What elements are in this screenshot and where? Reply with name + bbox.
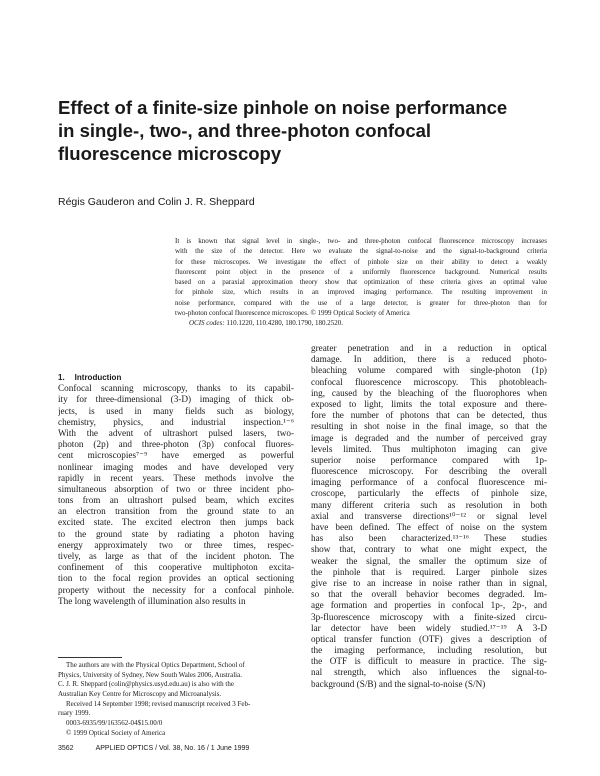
right-column-text bbox=[311, 343, 547, 690]
paper-title bbox=[58, 96, 538, 165]
footnotes bbox=[58, 661, 298, 739]
body-text-line: Confocal scanning microscopy, thanks to its capabil- bbox=[58, 383, 294, 394]
body-text-line: bleaching volume compared with single-photon (1p) bbox=[311, 365, 547, 376]
body-text-line: 3p-fluorescence microscopy with a finite-sized circu- bbox=[311, 611, 547, 622]
abstract-line: with the size of the detector. Here we evaluate the signal-to-noise and the signal-to-background criteria bbox=[175, 247, 547, 256]
title-line: Effect of a finite-size pinhole on noise performance bbox=[58, 97, 508, 118]
body-text-line: chemistry, physics, and industrial inspection.¹⁻⁶ bbox=[58, 416, 294, 427]
body-text-line: background (S/B) and the signal-to-noise (S/N) bbox=[311, 678, 486, 689]
journal-citation: APPLIED OPTICS / Vol. 38, No. 16 / 1 June 1999 bbox=[95, 745, 250, 752]
body-text-line: an electron transition from the ground state to an bbox=[58, 506, 294, 517]
body-text-line: nonlinear imaging modes and have developed very bbox=[58, 461, 294, 472]
footnote-line: © 1999 Optical Society of America bbox=[66, 728, 166, 737]
footnote-line: Australian Key Centre for Microscopy and Microanalysis. bbox=[58, 690, 222, 699]
body-text-line: the imaging performance, including resolution, but bbox=[311, 645, 547, 656]
abstract-line: based on a paraxial approximation theory show that optimization of these criteria gives an optimal value bbox=[175, 278, 547, 287]
abstract-line: for pinhole size, which results in an improved imaging performance. The resulting improvement in bbox=[175, 288, 547, 297]
body-text-line: cent microscopies⁷⁻⁹ have emerged as powerful bbox=[58, 450, 294, 461]
ocis-codes bbox=[175, 318, 547, 328]
body-text-line: imaging performance of a confocal fluorescence mi- bbox=[311, 477, 547, 488]
body-text-line: confocal fluorescence microscopy. This photobleach- bbox=[311, 376, 547, 387]
footnote-line: C. J. R. Sheppard (colin@physics.usyd.edu.au) is also with the bbox=[58, 680, 234, 689]
body-text-line: tons from an ultrashort pulsed beam, which excites bbox=[58, 495, 294, 506]
body-text-line: superior noise performance compared with 1p- bbox=[311, 454, 547, 465]
body-text-line: many different criteria such as resolution in both bbox=[311, 499, 547, 510]
page-footer bbox=[58, 745, 249, 752]
body-text-line: jects, is used in many fields such as biology, bbox=[58, 405, 294, 416]
footnote-line: 0003-6935/99/163562-04$15.00/0 bbox=[66, 719, 163, 728]
body-text-line: ity for three-dimensional (3-D) imaging of thick ob- bbox=[58, 394, 294, 405]
abstract-line: noise performance, compared with the use of a large detector, is greater for three-photon than for bbox=[175, 298, 547, 307]
body-text-line: tively, as large as that of the incident photon. The bbox=[58, 551, 294, 561]
body-text-line: resulting in shot noise in the final image, so that the bbox=[311, 421, 547, 432]
right-column bbox=[311, 343, 547, 690]
body-text-line: so that the overall behavior becomes degraded. Im- bbox=[311, 589, 547, 600]
body-text-line: excited state. The excited electron then jumps back bbox=[58, 517, 294, 528]
body-text-line: have been defined. The effect of noise on the system bbox=[311, 522, 547, 532]
body-text-line: show that, contrary to what one might expect, the bbox=[311, 544, 547, 555]
abstract bbox=[175, 236, 547, 329]
body-text-line: axial and transverse directions¹⁰⁻¹² or signal level bbox=[311, 510, 547, 521]
body-text-line: to the ground state by radiating a photon having bbox=[58, 528, 294, 539]
body-text-line: rapidly in recent years. These methods involve the bbox=[58, 472, 294, 483]
body-text-line: give rise to an increase in noise rather than in signal, bbox=[311, 577, 547, 588]
body-text-line: lar detector have been widely studied.¹⁷⁻¹⁹ A 3-D bbox=[311, 622, 547, 633]
body-text-line: image is degraded and the number of perceived gray bbox=[311, 432, 547, 443]
ocis-label: OCIS codes: bbox=[189, 319, 225, 328]
body-text-line: greater penetration and in a reduction in optical bbox=[311, 343, 547, 353]
left-column-text bbox=[58, 383, 294, 607]
footnote-line: ruary 1999. bbox=[58, 709, 91, 718]
body-text-line: the OTF is difficult to measure in practice. The sig- bbox=[311, 656, 547, 667]
left-column bbox=[58, 372, 294, 607]
title-line: in single-, two-, and three-photon confocal bbox=[58, 120, 432, 141]
body-text-line: damage. In addition, there is a reduced photo- bbox=[311, 354, 547, 365]
abstract-line: It is known that signal level in single-, two- and three-photon confocal fluorescence microscopy increases bbox=[175, 237, 547, 245]
body-text-line: has also been characterized.¹³⁻¹⁶ These studies bbox=[311, 533, 547, 544]
footnote-line: The authors are with the Physical Optics Department, School of bbox=[66, 661, 245, 669]
body-text-line: energy approximately two or three times, respec- bbox=[58, 539, 294, 550]
page-number: 3562 bbox=[58, 745, 74, 752]
body-text-line: age formation and properties in confocal 1p-, 2p-, and bbox=[311, 600, 547, 611]
body-text-line: weaker the signal, the smaller the optimum size of bbox=[311, 555, 547, 566]
abstract-line: fluorescent point object in the presence of a uniformly fluorescence background. Numerical results bbox=[175, 267, 547, 276]
body-text-line: property without the necessity for a confocal pinhole. bbox=[58, 584, 294, 595]
section-number: 1. bbox=[58, 373, 65, 382]
body-text-line: confinement of this cooperative multiphoton excita- bbox=[58, 562, 294, 573]
body-text-line: croscope, particularly the effects of pinhole size, bbox=[311, 488, 547, 499]
body-text-line: fluorescence microscopy. For describing the overall bbox=[311, 466, 547, 477]
title-line: fluorescence microscopy bbox=[58, 143, 282, 164]
footnote-line: Physics, University of Sydney, New South Wales 2006, Australia. bbox=[58, 670, 242, 679]
body-text-line: nal strength, which also influences the signal-to- bbox=[311, 667, 547, 678]
body-text-line: simultaneous absorption of two or three incident pho- bbox=[58, 483, 294, 494]
body-text-line: optical transfer function (OTF) gives a description of bbox=[311, 633, 547, 644]
body-text-line: ing, caused by the bleaching of the fluorophores when bbox=[311, 387, 547, 398]
footnote-divider bbox=[58, 657, 122, 658]
body-text-line: the pinhole that is required. Larger pinhole sizes bbox=[311, 566, 547, 577]
abstract-line: two-photon confocal fluorescence microscopes. © 1999 Optical Society of America bbox=[175, 309, 410, 318]
ocis-values: 110.1220, 110.4280, 180.1790, 180.2520. bbox=[226, 319, 344, 328]
abstract-line: for these microscopes. We investigate the effect of pinhole size on their ability to detect a weakly bbox=[175, 257, 547, 266]
section-title: Introduction bbox=[74, 373, 122, 382]
body-text-line: fore the number of photons that can be detected, thus bbox=[311, 410, 547, 421]
body-text-line: exposed to light, limits the total exposure and there- bbox=[311, 398, 547, 409]
body-text-line: The long wavelength of illumination also results in bbox=[58, 595, 246, 606]
body-text-line: photon (2p) and three-photon (3p) confocal fluores- bbox=[58, 439, 294, 450]
footnote-line: Received 14 September 1998; revised manuscript received 3 Feb- bbox=[66, 699, 251, 708]
body-text-line: levels limited. Thus multiphoton imaging can give bbox=[311, 443, 547, 454]
author-list: Régis Gauderon and Colin J. R. Sheppard bbox=[58, 196, 255, 208]
section-heading bbox=[58, 372, 294, 383]
body-text-line: tion to the focal region provides an optical sectioning bbox=[58, 573, 294, 584]
body-text-line: With the advent of ultrashort pulsed lasers, two- bbox=[58, 427, 294, 438]
